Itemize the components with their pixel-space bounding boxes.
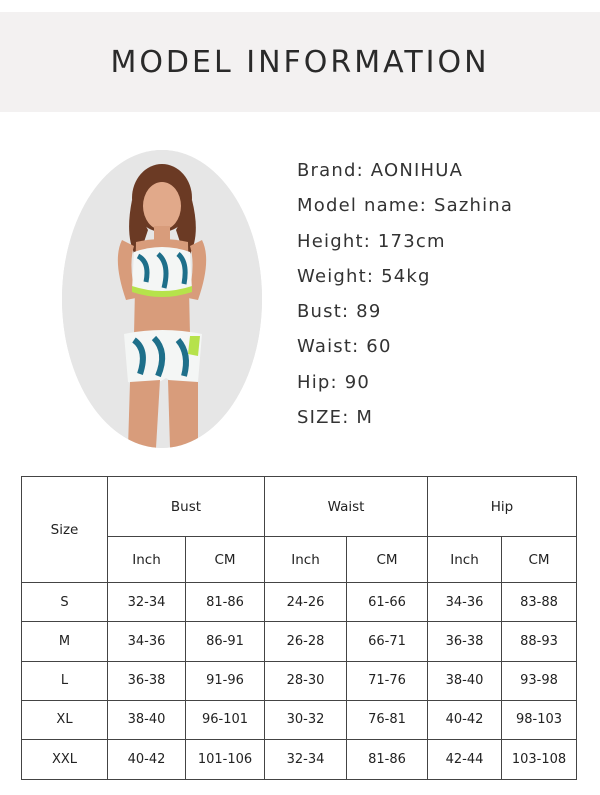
- height-line: Height: 173cm: [297, 230, 446, 252]
- weight-line: Weight: 54kg: [297, 265, 431, 287]
- size-cell: S: [22, 583, 108, 622]
- table-cell: 96-101: [186, 700, 265, 739]
- bust-header-cell: Bust: [108, 477, 265, 537]
- size-line: SIZE: M: [297, 407, 374, 429]
- unit-cell: CM: [502, 537, 577, 583]
- unit-cell: Inch: [265, 537, 347, 583]
- table-cell: 93-98: [502, 661, 577, 700]
- table-row: [22, 583, 577, 622]
- table-header-row: [22, 477, 577, 537]
- hip-header-cell: Hip: [428, 477, 577, 537]
- size-chart-table: [21, 476, 577, 780]
- table-row: [22, 622, 577, 661]
- size-cell: L: [22, 661, 108, 700]
- table-cell: 28-30: [265, 661, 347, 700]
- table-cell: 32-34: [108, 583, 186, 622]
- table-cell: 101-106: [186, 739, 265, 779]
- table-cell: 24-26: [265, 583, 347, 622]
- page-title: MODEL INFORMATION: [110, 44, 490, 80]
- size-cell: M: [22, 622, 108, 661]
- size-cell: XL: [22, 700, 108, 739]
- size-header-cell: Size: [22, 477, 108, 583]
- table-cell: 83-88: [502, 583, 577, 622]
- unit-cell: Inch: [428, 537, 502, 583]
- waist-header-cell: Waist: [265, 477, 428, 537]
- table-cell: 91-96: [186, 661, 265, 700]
- table-cell: 42-44: [428, 739, 502, 779]
- table-cell: 86-91: [186, 622, 265, 661]
- table-cell: 61-66: [347, 583, 428, 622]
- table-cell: 81-86: [347, 739, 428, 779]
- unit-cell: CM: [347, 537, 428, 583]
- table-cell: 76-81: [347, 700, 428, 739]
- waist-line: Waist: 60: [297, 336, 392, 358]
- brand-line: Brand: AONIHUA: [297, 160, 464, 181]
- table-cell: 30-32: [265, 700, 347, 739]
- table-cell: 32-34: [265, 739, 347, 779]
- table-cell: 38-40: [108, 700, 186, 739]
- table-row: [22, 739, 577, 779]
- table-cell: 103-108: [502, 739, 577, 779]
- table-cell: 26-28: [265, 622, 347, 661]
- table-cell: 38-40: [428, 661, 502, 700]
- size-cell: XXL: [22, 739, 108, 779]
- table-cell: 40-42: [428, 700, 502, 739]
- table-cell: 81-86: [186, 583, 265, 622]
- table-cell: 98-103: [502, 700, 577, 739]
- model-photo: [62, 150, 262, 448]
- bust-line: Bust: 89: [297, 301, 382, 323]
- model-name-line: Model name: Sazhina: [297, 195, 514, 217]
- table-cell: 34-36: [108, 622, 186, 661]
- table-cell: 36-38: [428, 622, 502, 661]
- model-info-list: [297, 158, 513, 440]
- table-cell: 88-93: [502, 622, 577, 661]
- unit-cell: Inch: [108, 537, 186, 583]
- title-banner: [0, 12, 600, 112]
- table-cell: 71-76: [347, 661, 428, 700]
- unit-cell: CM: [186, 537, 265, 583]
- table-row: [22, 661, 577, 700]
- table-cell: 36-38: [108, 661, 186, 700]
- table-cell: 66-71: [347, 622, 428, 661]
- table-cell: 40-42: [108, 739, 186, 779]
- table-cell: 34-36: [428, 583, 502, 622]
- table-row: [22, 700, 577, 739]
- hip-line: Hip: 90: [297, 371, 371, 393]
